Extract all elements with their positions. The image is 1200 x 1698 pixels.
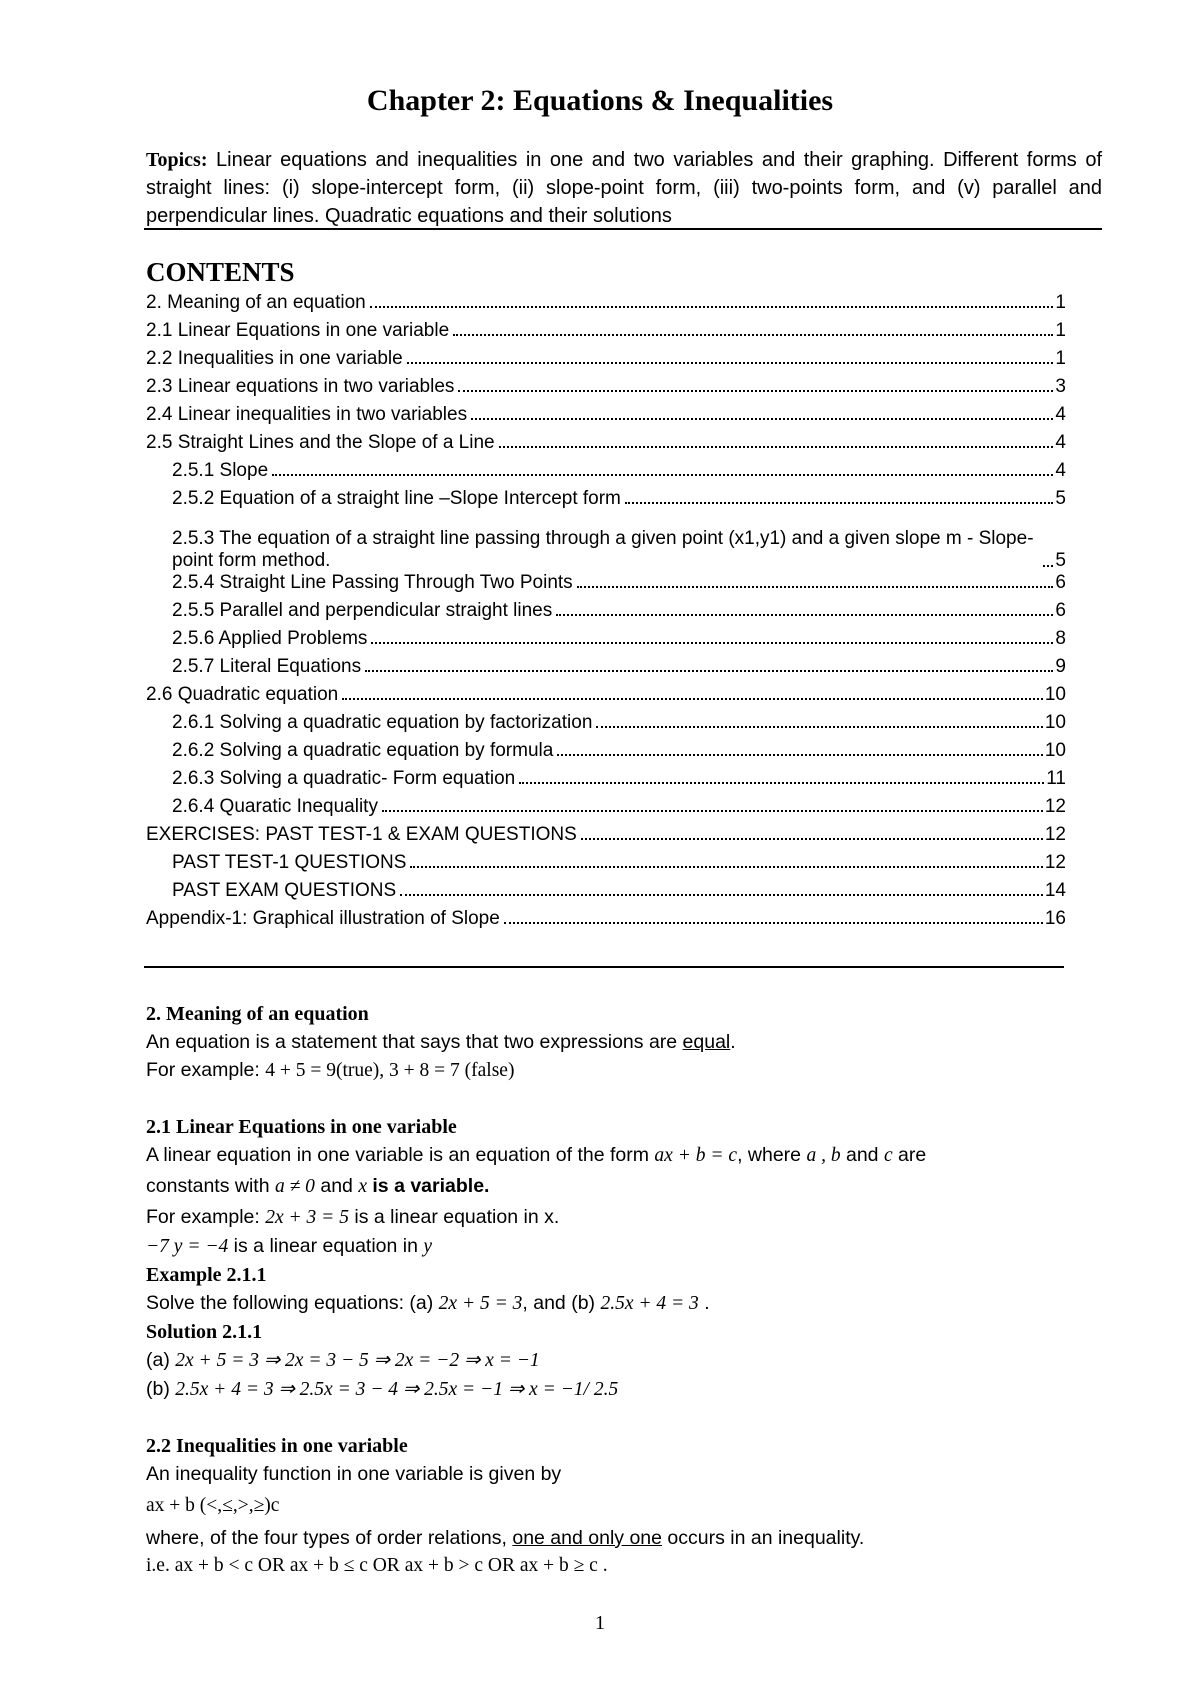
contents-heading: CONTENTS xyxy=(146,257,295,287)
paragraph xyxy=(146,1203,1076,1232)
underlined-text: one and only one xyxy=(512,1527,662,1549)
text: is a linear equation in x. xyxy=(348,1206,560,1228)
paragraph xyxy=(146,1141,1076,1170)
toc-entry[interactable] xyxy=(146,908,1066,936)
math-expression: i.e. ax + b < c OR ax + b ≤ c OR ax + b > c OR ax + b ≥ c . xyxy=(146,1555,608,1576)
toc-entry[interactable] xyxy=(146,852,1066,880)
toc-entry[interactable] xyxy=(146,572,1066,600)
toc-entry[interactable] xyxy=(146,292,1066,320)
text: , and (b) xyxy=(522,1292,601,1314)
paragraph xyxy=(146,1170,1076,1203)
toc-entry-page: 1 xyxy=(1055,292,1066,313)
toc-leader xyxy=(410,866,1042,868)
spacer xyxy=(146,1085,1076,1113)
section-heading: 2.2 Inequalities in one variable xyxy=(146,1435,408,1457)
text: Solve the following equations: (a) xyxy=(146,1292,439,1314)
toc-leader xyxy=(556,614,1053,616)
math-expression: 2x + 3 = 5 xyxy=(265,1207,349,1228)
toc-entry[interactable] xyxy=(146,348,1066,376)
toc-entry-page: 4 xyxy=(1055,432,1066,453)
toc-entry-label: 2.5.6 Applied Problems xyxy=(172,628,368,649)
paragraph xyxy=(146,1289,1076,1318)
toc-leader xyxy=(471,418,1053,420)
topics-paragraph xyxy=(146,146,1102,230)
math-expression: 3 + 8 = 7 xyxy=(389,1060,460,1081)
text: . xyxy=(698,1292,710,1314)
toc-entry-label: 2.6.4 Quaratic Inequality xyxy=(172,796,378,817)
example-heading: Example 2.1.1 xyxy=(146,1264,267,1286)
toc-leader xyxy=(577,586,1054,588)
toc-entry-page: 5 xyxy=(1055,488,1066,509)
topics-text: Linear equations and inequalities in one and two variables and their graphing. Different forms of straight lines: (i) slope-intercept form, (ii) slope-point form, (iii) two-points form, and (v) parallel and perpendicular lines. Quadratic equations and their solutions xyxy=(146,149,1102,227)
header-divider xyxy=(144,228,1102,230)
toc-entry-page: 6 xyxy=(1055,600,1066,621)
math-expression: −7 y = −4 xyxy=(146,1236,229,1257)
paragraph xyxy=(146,1346,1076,1375)
toc-entry-page: 1 xyxy=(1055,348,1066,369)
text: (a) xyxy=(146,1349,176,1371)
text: where, of the four types of order relations, xyxy=(146,1527,513,1549)
toc-entry-label: 2.4 Linear inequalities in two variables xyxy=(146,404,468,425)
math-expression: x xyxy=(358,1176,367,1197)
toc-entry-page: 10 xyxy=(1044,712,1066,733)
toc-entry[interactable] xyxy=(146,432,1066,460)
toc-entry[interactable] xyxy=(146,768,1066,796)
solution-heading: Solution 2.1.1 xyxy=(146,1321,263,1343)
text: and xyxy=(314,1175,359,1197)
section-heading: 2. Meaning of an equation xyxy=(146,1003,369,1025)
toc-entry-page: 6 xyxy=(1055,572,1066,593)
toc-entry-page: 1 xyxy=(1055,320,1066,341)
text: (true), xyxy=(335,1060,390,1081)
math-expression: 2x + 5 = 3 ⇒ 2x = 3 − 5 ⇒ 2x = −2 ⇒ x = −1 xyxy=(175,1350,540,1371)
toc-leader xyxy=(382,810,1043,812)
text: An equation is a statement that says that two expressions are xyxy=(146,1031,683,1053)
toc-leader xyxy=(581,838,1043,840)
toc-entry-label: Appendix-1: Graphical illustration of Slope xyxy=(146,908,500,929)
toc-entry-page: 12 xyxy=(1044,824,1066,845)
toc-leader xyxy=(504,922,1043,924)
math-expression: a , b xyxy=(806,1145,841,1166)
toc-leader xyxy=(499,446,1054,448)
page-number: 1 xyxy=(595,1612,605,1634)
paragraph xyxy=(146,1524,1076,1552)
toc-leader xyxy=(371,642,1053,644)
toc-entry-label: 2.6.3 Solving a quadratic- Form equation xyxy=(172,768,516,789)
table-of-contents xyxy=(146,292,1066,936)
text: and xyxy=(840,1144,884,1166)
toc-entry-label: 2.5 Straight Lines and the Slope of a Line xyxy=(146,432,495,453)
section-heading: 2.1 Linear Equations in one variable xyxy=(146,1116,457,1138)
toc-entry-page: 16 xyxy=(1044,908,1066,929)
toc-entry-label: 2.3 Linear equations in two variables xyxy=(146,376,455,397)
math-expression: c xyxy=(883,1145,893,1166)
toc-leader xyxy=(400,894,1043,896)
toc-entry-label: 2.5.2 Equation of a straight line –Slope Intercept form xyxy=(172,488,621,509)
toc-entry-page: 8 xyxy=(1055,628,1066,649)
math-expression: a ≠ 0 xyxy=(274,1176,315,1197)
toc-entry[interactable] xyxy=(146,740,1066,768)
toc-entry-page: 10 xyxy=(1044,684,1066,705)
toc-leader xyxy=(453,334,1053,336)
text: (false) xyxy=(459,1060,515,1081)
toc-entry-page: 4 xyxy=(1055,460,1066,481)
toc-leader xyxy=(519,782,1044,784)
toc-entry[interactable] xyxy=(146,880,1066,908)
toc-entry[interactable] xyxy=(146,628,1066,656)
text: For example: xyxy=(146,1059,266,1081)
text: are xyxy=(892,1144,927,1166)
underlined-text: equal xyxy=(682,1031,731,1053)
toc-entry-page: 3 xyxy=(1055,376,1066,397)
topics-label: Topics: xyxy=(146,149,208,171)
chapter-title: Chapter 2: Equations & Inequalities xyxy=(366,84,834,117)
toc-entry[interactable] xyxy=(146,320,1066,348)
text: . xyxy=(730,1031,736,1053)
toc-entry-page: 12 xyxy=(1044,852,1066,873)
toc-entry-page: 5 xyxy=(1055,550,1066,571)
text: , where xyxy=(737,1144,807,1166)
toc-leader xyxy=(407,362,1054,364)
paragraph xyxy=(146,1028,1076,1056)
toc-leader xyxy=(370,306,1054,308)
spacer xyxy=(146,1404,1076,1432)
toc-entry[interactable] xyxy=(146,796,1066,824)
toc-entry[interactable] xyxy=(146,516,1066,572)
paragraph xyxy=(146,1375,1076,1404)
toc-leader xyxy=(1043,565,1053,567)
toc-leader xyxy=(458,390,1053,392)
text: A linear equation in one variable is an equation of the form xyxy=(146,1144,655,1166)
toc-entry[interactable] xyxy=(146,684,1066,712)
document-body xyxy=(146,1000,1076,1580)
toc-entry-label: 2.6.2 Solving a quadratic equation by formula xyxy=(172,740,554,761)
toc-entry-label: 2.2 Inequalities in one variable xyxy=(146,348,403,369)
toc-entry-label: 2.6 Quadratic equation xyxy=(146,684,339,705)
math-expression: ax + b (<,≤,>,≥)c xyxy=(146,1495,280,1516)
toc-entry-page: 4 xyxy=(1055,404,1066,425)
toc-entry[interactable] xyxy=(146,376,1066,404)
toc-entry-label: 2.1 Linear Equations in one variable xyxy=(146,320,450,341)
bold-text: is a variable. xyxy=(366,1175,490,1197)
toc-entry[interactable] xyxy=(146,460,1066,488)
toc-entry[interactable] xyxy=(146,600,1066,628)
toc-entry[interactable] xyxy=(146,712,1066,740)
toc-entry-page: 10 xyxy=(1044,740,1066,761)
paragraph xyxy=(146,1056,1076,1085)
toc-entry-page: 9 xyxy=(1055,656,1066,677)
toc-entry[interactable] xyxy=(146,824,1066,852)
text: For example: xyxy=(146,1206,266,1228)
toc-entry-label: 2.6.1 Solving a quadratic equation by factorization xyxy=(172,712,593,733)
text: (b) xyxy=(146,1378,176,1400)
toc-entry-label: 2.5.1 Slope xyxy=(172,460,269,481)
toc-entry-label: PAST EXAM QUESTIONS xyxy=(172,880,397,901)
toc-entry[interactable] xyxy=(146,488,1066,516)
text: constants with xyxy=(146,1175,275,1197)
math-expression: 2x + 5 = 3 xyxy=(438,1293,523,1314)
text: occurs in an inequality. xyxy=(662,1527,865,1549)
text: is a linear equation in xyxy=(228,1235,424,1257)
contents-divider xyxy=(144,966,1064,968)
math-expression: ax + b = c xyxy=(654,1145,738,1166)
toc-entry-label: 2. Meaning of an equation xyxy=(146,292,366,313)
toc-entry[interactable] xyxy=(146,404,1066,432)
toc-leader xyxy=(625,502,1054,504)
math-expression: y xyxy=(423,1236,433,1257)
toc-entry-label: EXERCISES: PAST TEST-1 & EXAM QUESTIONS xyxy=(146,824,577,845)
math-expression: 2.5x + 4 = 3 xyxy=(600,1293,699,1314)
toc-entry-page: 12 xyxy=(1044,796,1066,817)
toc-entry-label: 2.5.7 Literal Equations xyxy=(172,656,362,677)
toc-leader xyxy=(342,698,1043,700)
toc-entry-label: 2.5.4 Straight Line Passing Through Two Points xyxy=(172,572,573,593)
toc-entry-label: PAST TEST-1 QUESTIONS xyxy=(172,852,407,873)
toc-leader xyxy=(272,474,1053,476)
toc-leader xyxy=(557,754,1043,756)
toc-leader xyxy=(596,726,1042,728)
math-expression: 4 + 5 = 9 xyxy=(265,1060,336,1081)
toc-leader xyxy=(365,670,1053,672)
toc-entry[interactable] xyxy=(146,656,1066,684)
toc-entry-page: 11 xyxy=(1046,768,1066,789)
toc-entry-label: 2.5.5 Parallel and perpendicular straight lines xyxy=(172,600,553,621)
paragraph xyxy=(146,1232,1076,1261)
math-expression: 2.5x + 4 = 3 ⇒ 2.5x = 3 − 4 ⇒ 2.5x = −1 ⇒ x = −1/ 2.5 xyxy=(175,1379,619,1400)
toc-entry-page: 14 xyxy=(1044,880,1066,901)
paragraph: An inequality function in one variable is given by xyxy=(146,1463,562,1485)
toc-entry-label: 2.5.3 The equation of a straight line passing through a given point (x1,y1) and a given slope m - Slope-point form method. xyxy=(172,528,1034,571)
